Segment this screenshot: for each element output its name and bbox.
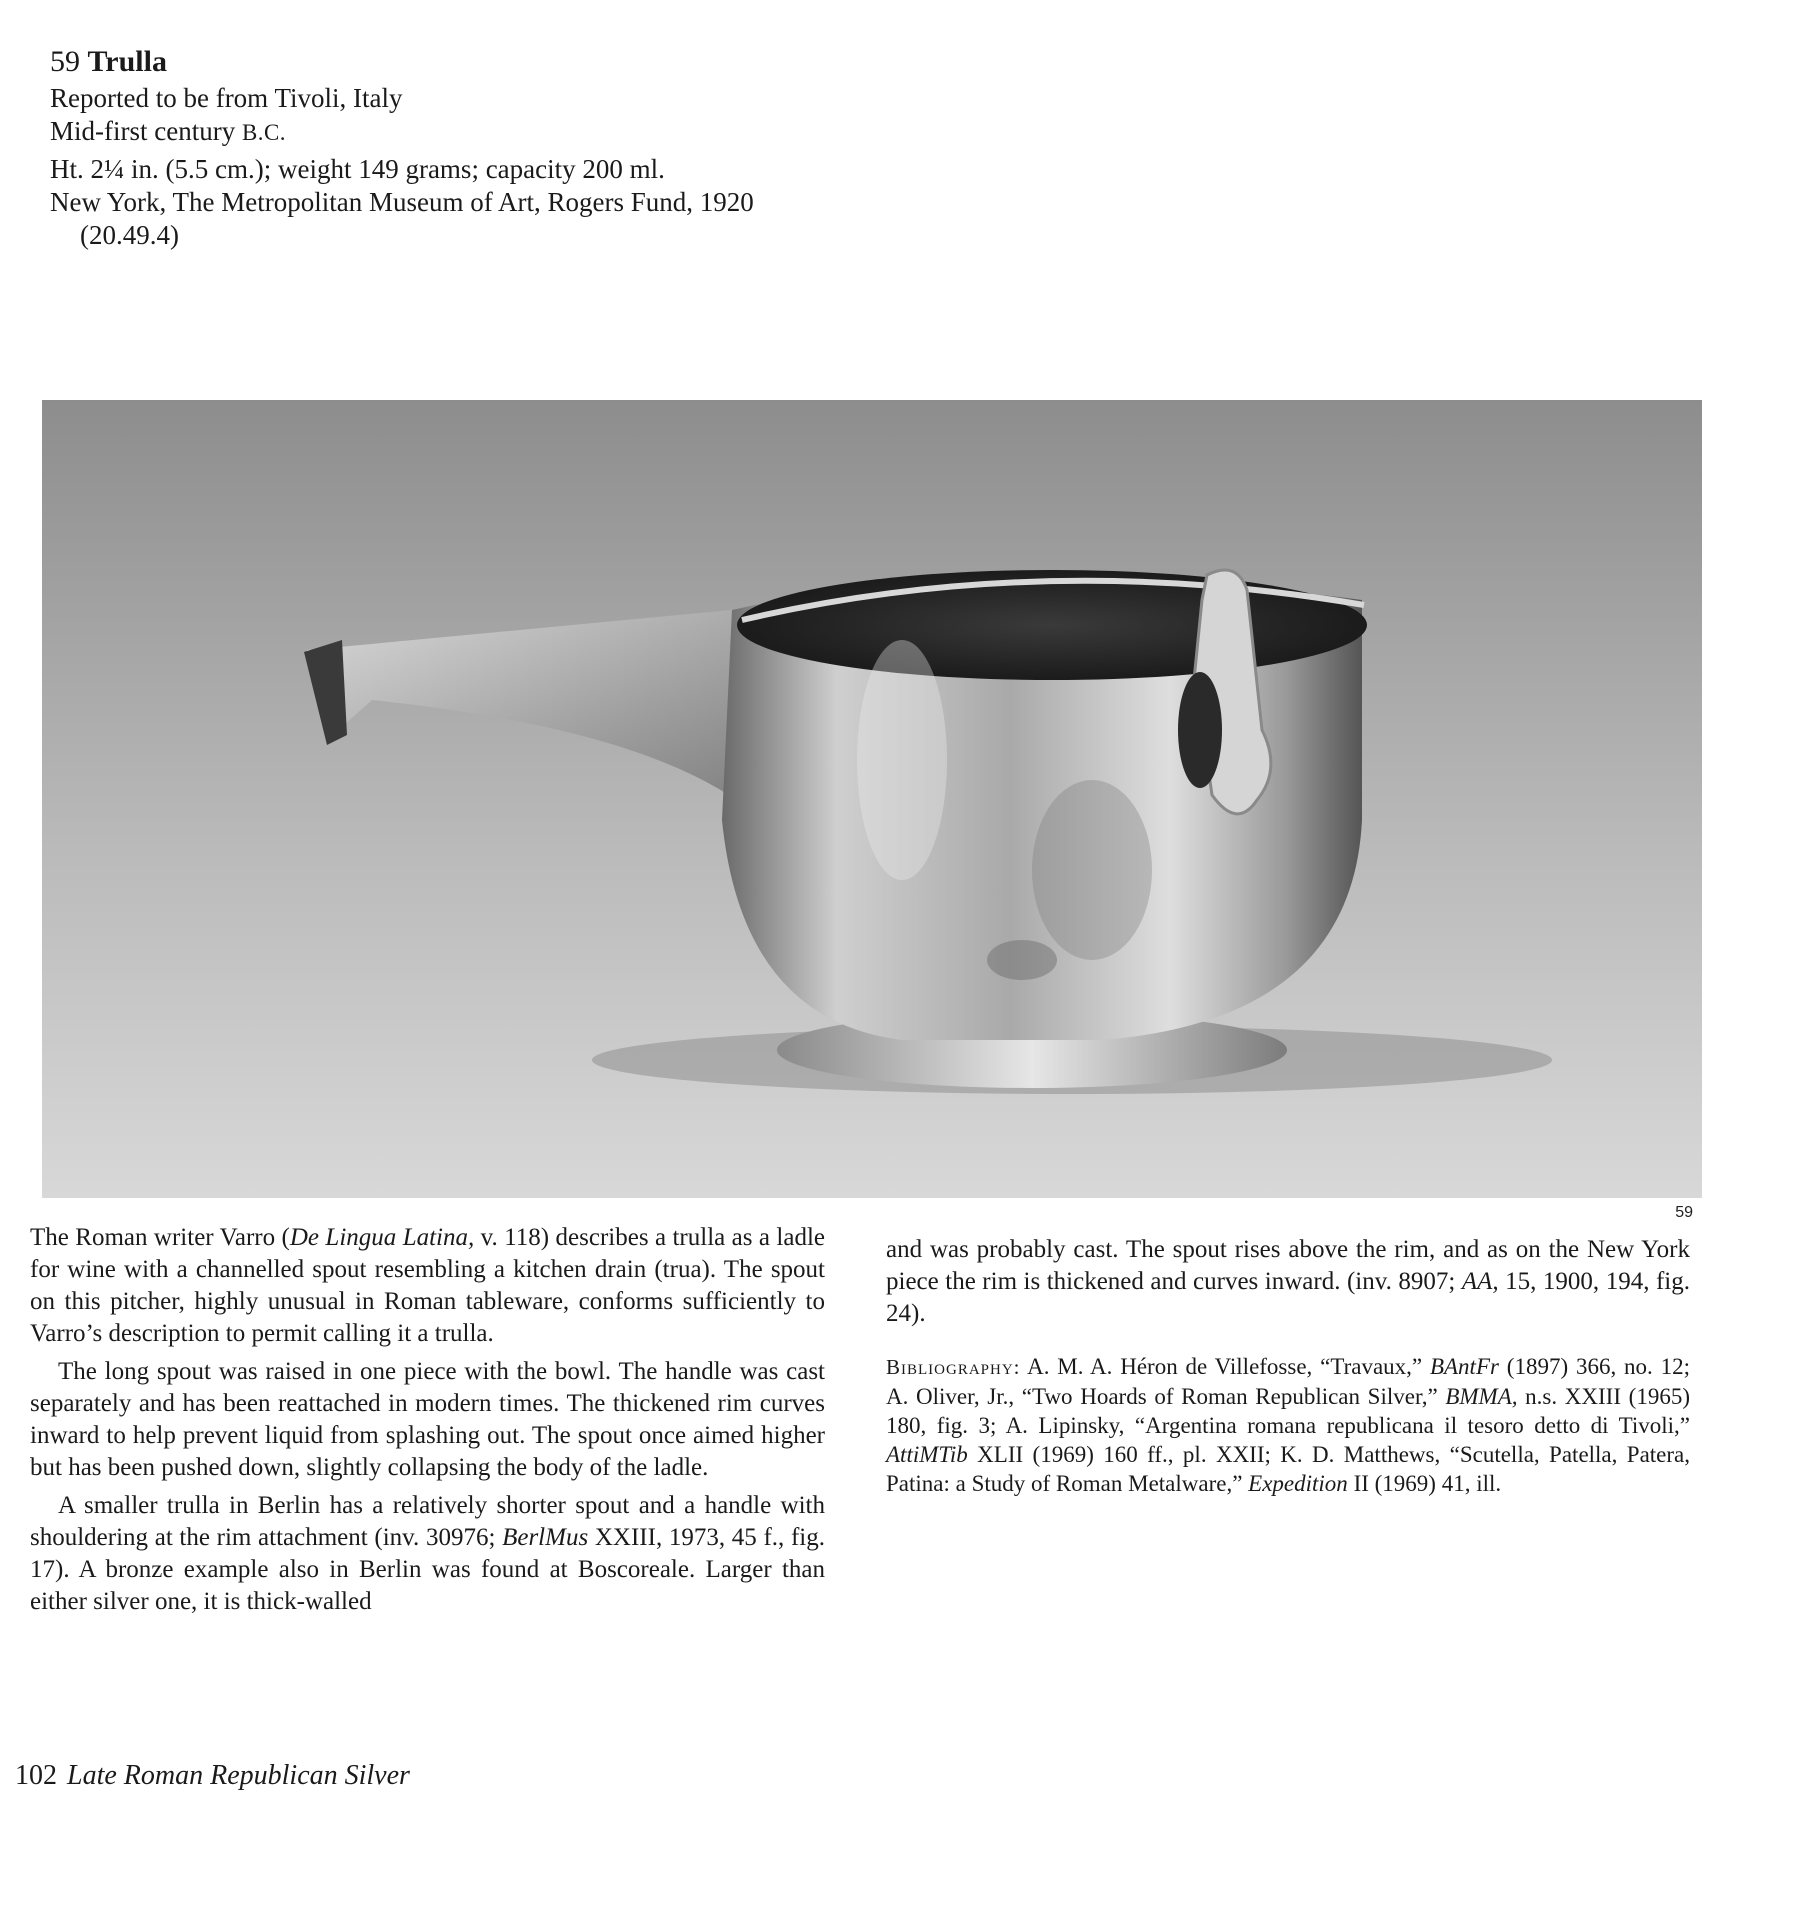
- bowl-opening: [737, 570, 1367, 680]
- text-run: A smaller trulla in Berlin has a relatively shorter spout and a handle with shouldering at the rim attachment (inv. 30976;: [30, 1492, 825, 1551]
- entry-number: 59: [50, 45, 80, 78]
- text-run: A. M. A. Héron de Villefosse, “Travaux,”: [1020, 1354, 1430, 1379]
- journal-abbrev-italic: BAntFr: [1429, 1354, 1499, 1379]
- journal-abbrev-italic: BerlMus: [502, 1524, 589, 1551]
- text-run: 15, 1900, 194, fig. 24).: [886, 1268, 1690, 1327]
- journal-abbrev-italic: Expedition: [1248, 1471, 1348, 1496]
- paragraph-varro: [30, 1222, 825, 1350]
- page-number: 102: [15, 1760, 57, 1791]
- paragraph-continuation: [886, 1234, 1690, 1330]
- paragraph-construction: The long spout was raised in one piece with the bowl. The handle was cast separately and has been reattached in modern times. The thickened rim curves inward to help prevent liquid from splashing out. The spout once aimed higher but has been pushed down, slightly collapsing the body of the ladle.: [30, 1358, 825, 1481]
- trulla-photograph: [42, 400, 1702, 1198]
- text-run: (1897) 366, no. 12; A. Oliver, Jr., “Two Hoards of Roman Republican Silver,”: [886, 1354, 1690, 1409]
- journal-abbrev-italic: BMMA,: [1445, 1384, 1518, 1409]
- date-era: B.C.: [241, 120, 287, 145]
- bibliography: [886, 1352, 1690, 1498]
- journal-abbrev-italic: AA,: [1461, 1268, 1499, 1295]
- entry-name: Trulla: [87, 45, 167, 78]
- journal-abbrev-italic: AttiMTib: [886, 1442, 968, 1467]
- page-footer: [15, 1760, 410, 1792]
- text-run: v. 118) describes a trulla as a ladle for wine with a channelled spout resembling a kitchen drain (trua). The spout on this pitcher, highly unusual in Roman tableware, conforms sufficiently to Varro’s description to permit calling it a trulla.: [30, 1224, 826, 1347]
- provenance-line: Reported to be from Tivoli, Italy: [50, 83, 403, 113]
- text-column-right: [886, 1234, 1690, 1504]
- date-line: [50, 115, 810, 149]
- accession-number: (20.49.4): [80, 220, 179, 250]
- text-run: II (1969) 41, ill.: [1347, 1471, 1502, 1496]
- date-text: Mid-first century: [50, 116, 242, 146]
- dimensions-line: Ht. 2¼ in. (5.5 cm.); weight 149 grams; capacity 200 ml.: [50, 154, 665, 184]
- plate-number: 59: [1675, 1204, 1693, 1221]
- text-run: XLII (1969) 160 ff., pl. XXII; K. D. Matthews, “Scutella, Patella, Patera, Patina: a Study of Roman Metalware,”: [886, 1442, 1690, 1496]
- text-run: n.s. XXIII (1965) 180, fig. 3; A. Lipinsky, “Argentina romana republicana il tesoro detto di Tivoli,”: [886, 1384, 1690, 1438]
- paragraph-comparanda: [30, 1490, 825, 1618]
- catalog-entry-header: [50, 44, 810, 252]
- running-title: Late Roman Republican Silver: [67, 1760, 410, 1791]
- work-title-italic: De Lingua Latina,: [289, 1224, 475, 1251]
- collection-line: New York, The Metropolitan Museum of Art, Rogers Fund, 1920: [50, 187, 754, 217]
- text-run: and was probably cast. The spout rises above the rim, and as on the New York piece the rim is thickened and curves inward. (inv. 8907;: [886, 1236, 1690, 1295]
- trulla-image: [42, 400, 1702, 1198]
- text-run: The Roman writer Varro (: [30, 1224, 290, 1251]
- text-run: XXIII, 1973, 45 f., fig. 17). A bronze example also in Berlin was found at Boscoreale. Larger than either silver one, it is thick-walled: [30, 1524, 825, 1615]
- bibliography-label: Bibliography:: [886, 1355, 1021, 1379]
- entry-title: [50, 44, 810, 80]
- text-column-left: [30, 1222, 825, 1624]
